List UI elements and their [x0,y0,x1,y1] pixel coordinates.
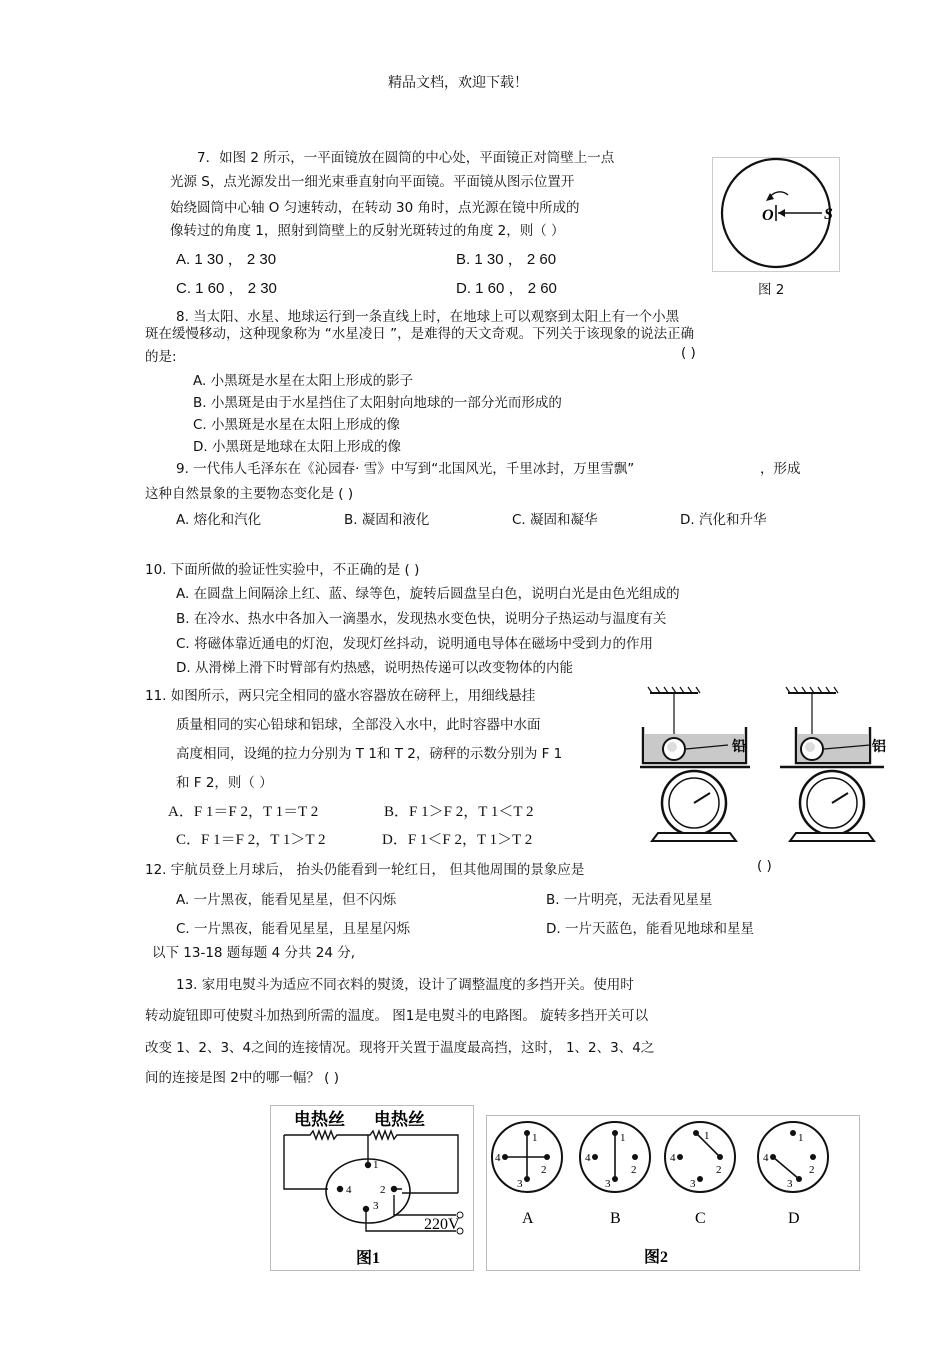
q11-option-b: B．F 1＞F 2，T 1＜T 2 [384,804,534,820]
choice-c-label: C [695,1210,706,1227]
q7-option-a: A. 1 30 ， 2 30 [176,251,277,268]
svg-text:3: 3 [605,1178,611,1190]
q9-line-2: 这种自然景象的主要物态变化是 ( ) [145,486,354,502]
q11-line-3: 高度相同，设绳的拉力分别为 T 1和 T 2，磅秤的示数分别为 F 1 [176,746,563,762]
choice-a-label: A [522,1210,534,1227]
q13-line-3: 改变 1、2、3、4之间的连接情况。现将开关置于温度最高挡，这时， 1、2、3、4之 [145,1040,655,1056]
q11-line-4: 和 F 2，则（ ） [176,775,273,791]
figure-frame [487,1116,860,1271]
q8-option-d: D. 小黑斑是地球在太阳上形成的像 [193,439,401,455]
svg-text:3: 3 [690,1178,696,1190]
pin-4: 4 [346,1184,352,1196]
q8-line-3: 的是: [145,349,177,365]
q7-figure-caption: 图 2 [758,282,785,298]
svg-text:3: 3 [517,1178,523,1190]
q13-line-1: 13. 家用电熨斗为适应不同衣料的熨烫，设计了调整温度的多挡开关。使用时 [176,977,634,993]
pin-1: 1 [373,1159,379,1171]
pin-2: 2 [380,1184,386,1196]
heater-wires [284,1131,458,1193]
q8-option-b: B. 小黑斑是由于水星挡住了太阳射向地球的一部分光而形成的 [193,395,562,411]
q12-option-d: D. 一片天蓝色，能看见地球和星星 [546,921,754,937]
q7-option-c: C. 1 60 ， 2 30 [176,280,277,297]
choice-b-label: B [610,1210,621,1227]
q12-option-b: B. 一片明亮，无法看见星星 [546,892,713,908]
q11-line-1: 11. 如图所示，两只完全相同的盛水容器放在磅秤上，用细线悬挂 [145,688,536,704]
beam-arrowhead [778,209,785,217]
heater-left-label: 电热丝 [294,1110,345,1129]
o-label: O [762,207,774,224]
q11-line-2: 质量相同的实心铅球和铝球，全部没入水中，此时容器中水面 [176,717,541,733]
svg-text:1: 1 [532,1132,538,1144]
svg-text:1: 1 [620,1132,626,1144]
svg-text:4: 4 [670,1152,676,1164]
svg-text:1: 1 [798,1132,804,1144]
q11-scales-figure [640,683,888,843]
switch-option-c [665,1122,735,1192]
q7-line-4: 像转过的角度 1，照射到筒壁上的反射光斑转过的角度 2，则（ ） [170,223,565,239]
svg-text:4: 4 [495,1152,501,1164]
q7-option-b: B. 1 30 ， 2 60 [456,251,557,268]
left-base [652,833,736,841]
q12-option-c: C. 一片黑夜，能看见星星，且星星闪烁 [176,921,411,937]
lead-label: 铅 [732,740,746,755]
q10-option-c: C. 将磁体靠近通电的灯泡，发现灯丝抖动，说明通电导体在磁场中受到力的作用 [176,636,654,652]
q9-line-1-end: ，形成 [760,461,801,477]
svg-text:4: 4 [763,1152,769,1164]
pin-3: 3 [373,1200,379,1212]
q7-cylinder-figure [712,157,840,272]
q11-option-c: C．F 1＝F 2，T 1＞T 2 [176,832,326,848]
q8-line-2: 斑在缓慢移动，这种现象称为 “水星凌日 ”，是难得的天文奇观。下列关于该现象的说法正确 [145,326,695,342]
svg-text:2: 2 [809,1164,815,1176]
voltage-label: 220V [424,1216,460,1233]
switch-option-a [492,1122,562,1192]
heater-right-label: 电热丝 [374,1110,425,1129]
q7-option-d: D. 1 60 ， 2 60 [456,280,557,297]
right-base [790,833,874,841]
q12-line: 12. 宇航员登上月球后， 抬头仍能看到一轮红日， 但其他周围的景象应是 [145,862,585,878]
svg-text:2: 2 [541,1164,547,1176]
q9-option-a: A. 熔化和汽化 [176,512,262,528]
q9-line-1: 9. 一代伟人毛泽东在《沁园春· 雪》中写到“北国风光，千里冰封，万里雪飘” [176,461,635,477]
s-label: S [824,206,833,223]
svg-text:2: 2 [716,1164,722,1176]
q7-line-3: 始绕圆筒中心轴 O 匀速转动，在转动 30 角时，点光源在镜中所成的 [170,200,580,216]
svg-text:2: 2 [631,1164,637,1176]
fig1-caption: 图1 [356,1250,381,1267]
switch-option-b [580,1122,650,1192]
q13-circuit-figure [270,1105,474,1271]
q9-option-c: C. 凝固和凝华 [512,512,598,528]
q7-line-1: 7．如图 2 所示，一平面镜放在圆筒的中心处，平面镜正对筒壁上一点 [197,150,615,166]
q13-line-4: 间的连接是图 2中的哪一幅？ ( ) [145,1070,339,1086]
q9-option-b: B. 凝固和液化 [344,512,430,528]
q8-answer-bracket: ( ) [681,345,696,361]
q7-line-2: 光源 S，点光源发出一细光束垂直射向平面镜。平面镜从图示位置开 [170,174,575,190]
svg-text:1: 1 [704,1130,710,1142]
q10-line: 10. 下面所做的验证性实验中，不正确的是 ( ) [145,562,420,578]
svg-text:3: 3 [787,1178,793,1190]
choice-d-label: D [788,1210,800,1227]
q11-option-a: A．F 1＝F 2，T 1＝T 2 [168,804,319,820]
svg-text:4: 4 [585,1152,591,1164]
q10-option-b: B. 在冷水、热水中各加入一滴墨水，发现热水变色快，说明分子热运动与温度有关 [176,611,667,627]
q10-option-d: D. 从滑梯上滑下时臂部有灼热感，说明热传递可以改变物体的内能 [176,660,573,676]
q13-line-2: 转动旋钮即可使熨斗加热到所需的温度。 图1是电熨斗的电路图。 旋转多挡开关可以 [145,1008,649,1024]
section-note: 以下 13-18 题每题 4 分共 24 分, [152,945,356,961]
q8-line-1: 8. 当太阳、水星、地球运行到一条直线上时，在地球上可以观察到太阳上有一个小黑 [176,309,680,325]
q9-option-d: D. 汽化和升华 [680,512,767,528]
rotation-arrow [770,192,788,197]
q13-switch-options-figure [486,1115,860,1271]
page-header: 精品文档，欢迎下载！ [388,75,528,91]
figure-frame [271,1106,474,1271]
q12-answer-bracket: ( ) [757,858,772,874]
q8-option-c: C. 小黑斑是水星在太阳上形成的像 [193,417,401,433]
q12-option-a: A. 一片黑夜，能看见星星，但不闪烁 [176,892,397,908]
right-scale [780,687,886,841]
q8-option-a: A. 小黑斑是水星在太阳上形成的影子 [193,373,414,389]
aluminum-label: 铝 [872,740,886,755]
left-scale [640,687,750,841]
fig2-caption: 图2 [644,1249,669,1266]
switch-option-d [758,1122,828,1192]
q10-option-a: A. 在圆盘上间隔涂上红、蓝、绿等色，旋转后圆盘呈白色，说明白光是由色光组成的 [176,586,680,602]
q11-option-d: D．F 1＜F 2，T 1＞T 2 [382,832,533,848]
